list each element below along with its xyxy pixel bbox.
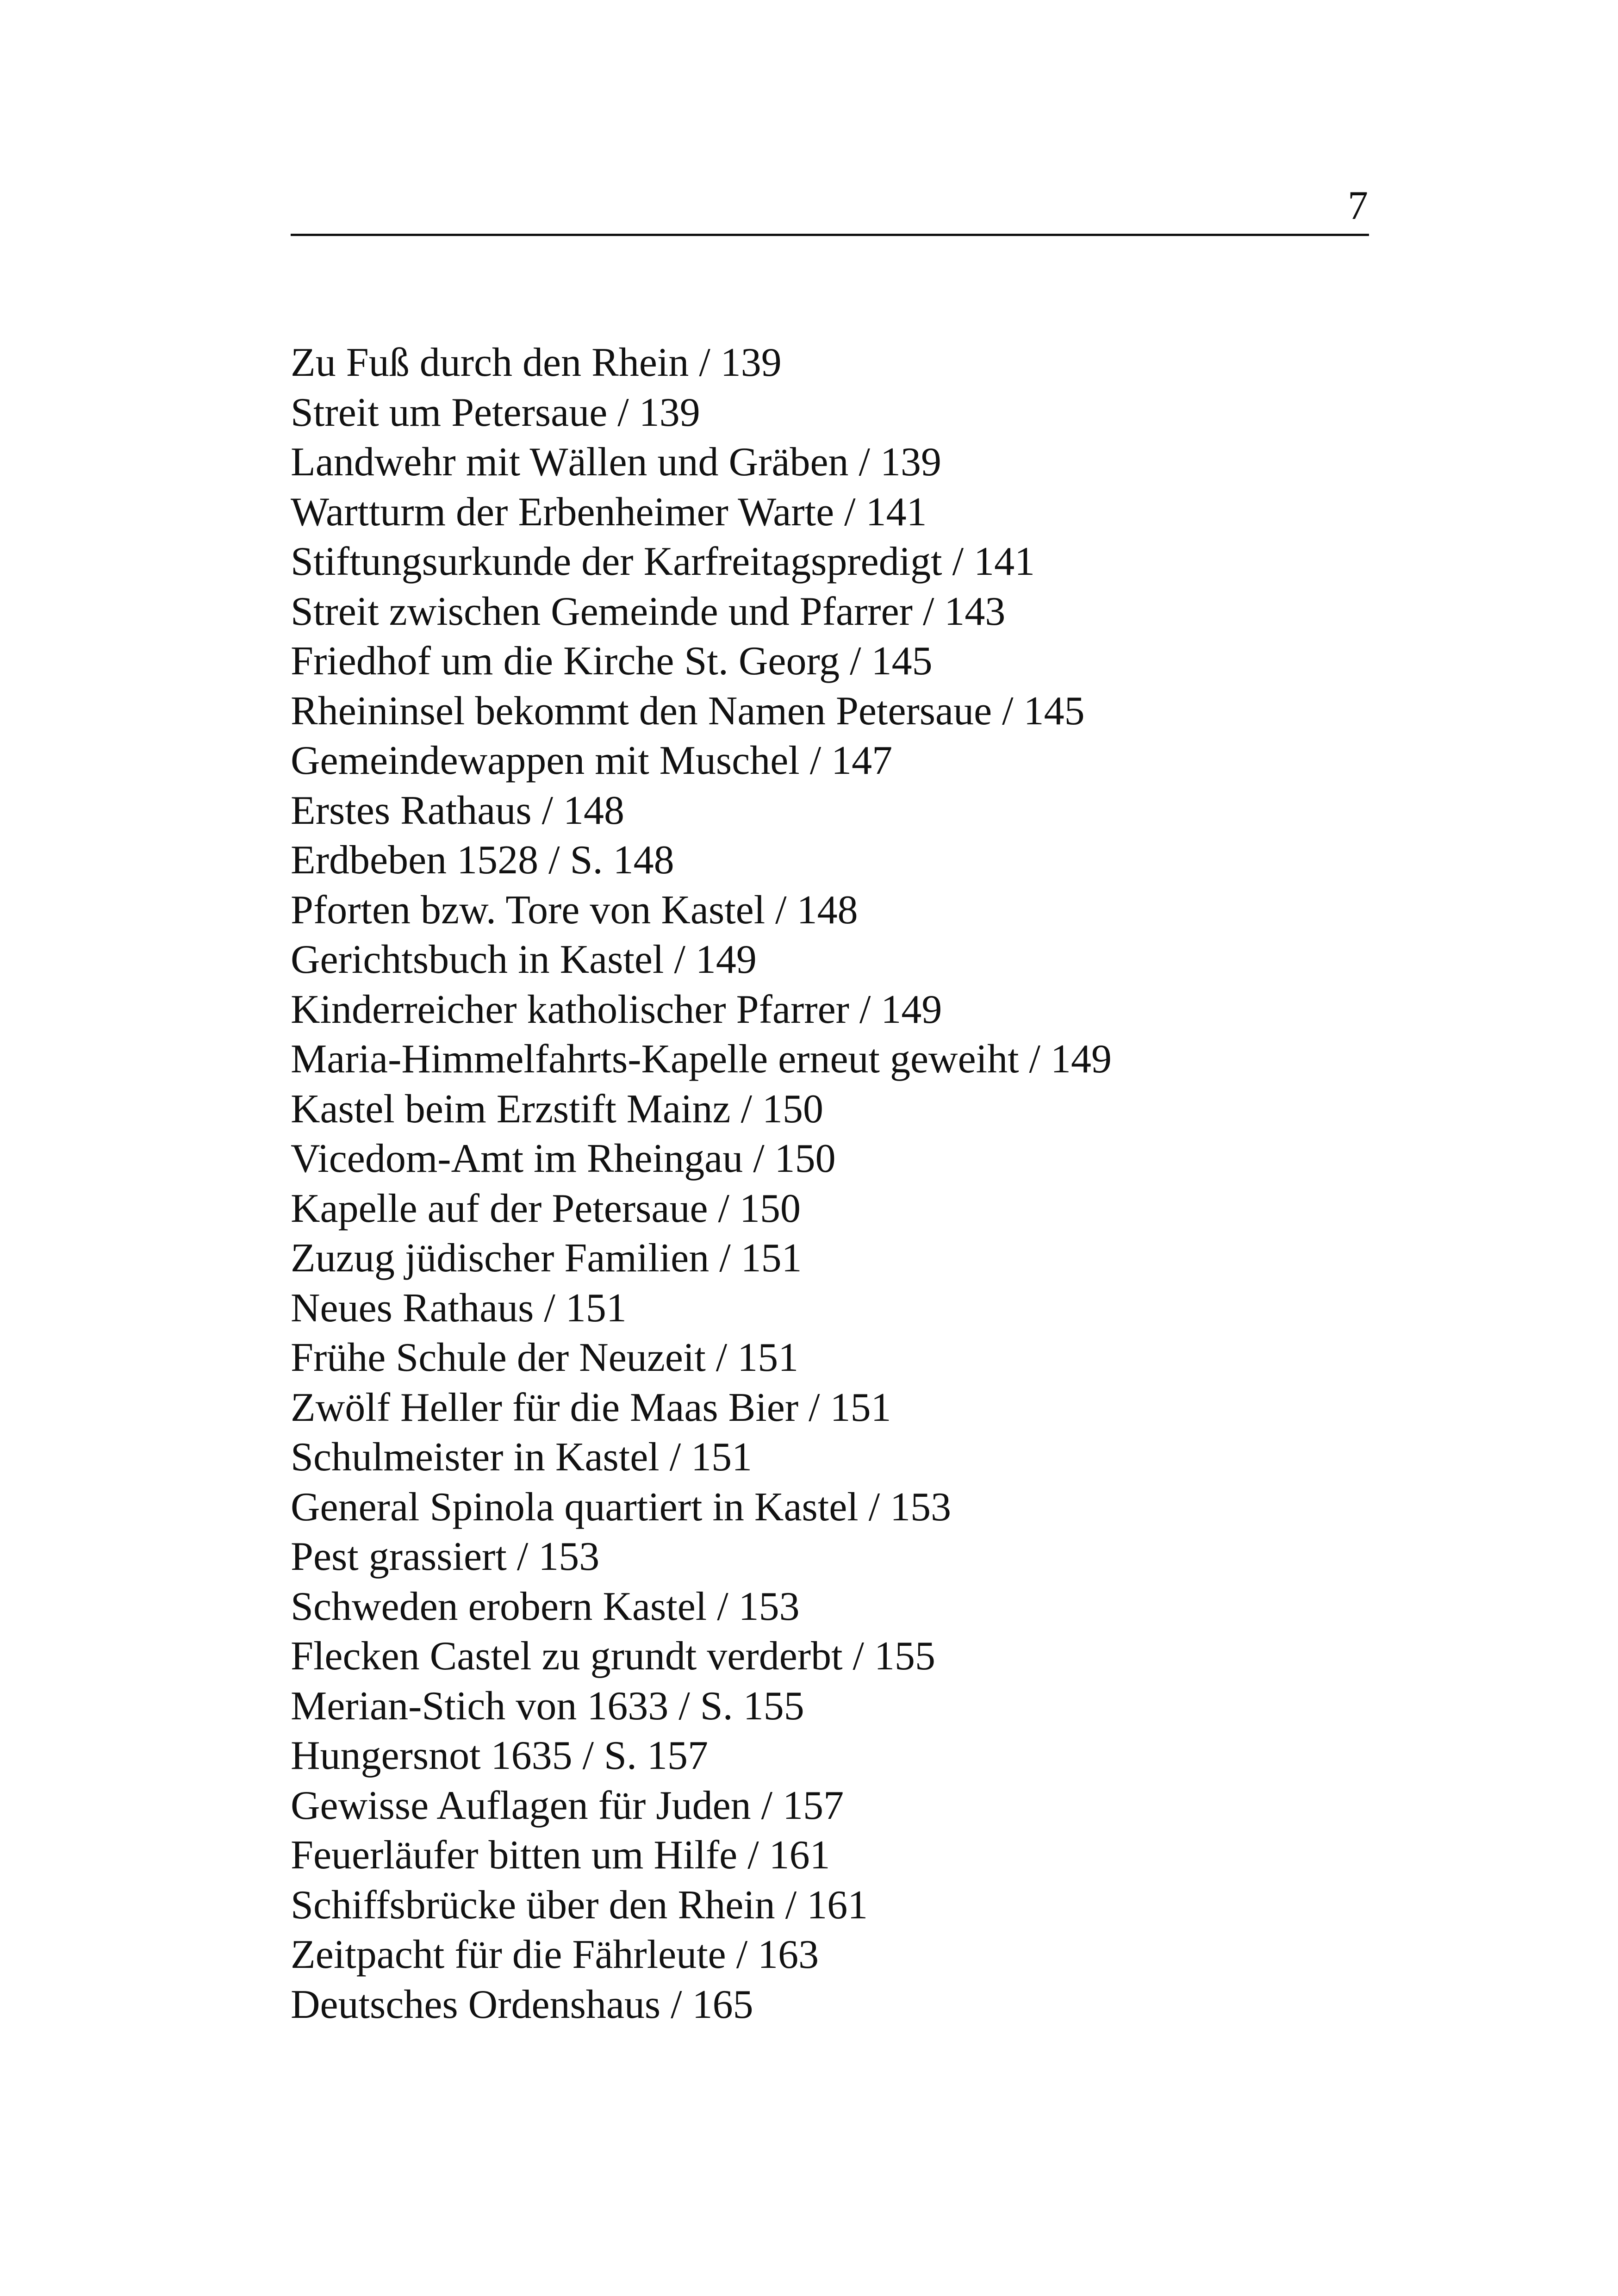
toc-entry: Streit um Petersaue / 139 <box>291 390 700 435</box>
toc-entry: Zwölf Heller für die Maas Bier / 151 <box>291 1385 891 1430</box>
toc-entry: Neues Rathaus / 151 <box>291 1285 627 1331</box>
toc-entry: Deutsches Ordenshaus / 165 <box>291 1982 753 2027</box>
toc-entry: Vicedom-Amt im Rheingau / 150 <box>291 1136 836 1181</box>
toc-entry: Stiftungsurkunde der Karfreitagspredigt / 141 <box>291 539 1035 584</box>
toc-entry: Gemeindewappen mit Muschel / 147 <box>291 738 893 783</box>
toc-entry: Zuzug jüdischer Familien / 151 <box>291 1236 802 1281</box>
header-rule <box>291 234 1369 236</box>
page-number: 7 <box>1348 183 1368 228</box>
toc-entry: Flecken Castel zu grundt verderbt / 155 <box>291 1634 935 1679</box>
toc-entry: Friedhof um die Kirche St. Georg / 145 <box>291 639 933 684</box>
toc-entry: Schiffsbrücke über den Rhein / 161 <box>291 1882 868 1928</box>
toc-entry: Maria-Himmelfahrts-Kapelle erneut geweiht / 149 <box>291 1037 1112 1082</box>
toc-entry: Pforten bzw. Tore von Kastel / 148 <box>291 887 858 933</box>
toc-entry: Kastel beim Erzstift Mainz / 150 <box>291 1086 824 1132</box>
toc-list <box>291 338 1112 2029</box>
toc-entry: Merian-Stich von 1633 / S. 155 <box>291 1683 804 1729</box>
toc-entry: Gerichtsbuch in Kastel / 149 <box>291 937 757 982</box>
toc-entry: Pest grassiert / 153 <box>291 1534 600 1579</box>
toc-entry: Zu Fuß durch den Rhein / 139 <box>291 340 782 385</box>
toc-entry: Landwehr mit Wällen und Gräben / 139 <box>291 440 941 485</box>
toc-entry: Gewisse Auflagen für Juden / 157 <box>291 1783 844 1828</box>
toc-entry: Erdbeben 1528 / S. 148 <box>291 838 674 883</box>
toc-entry: Schweden erobern Kastel / 153 <box>291 1584 800 1629</box>
toc-entry: Feuerläufer bitten um Hilfe / 161 <box>291 1833 830 1878</box>
toc-entry: Kinderreicher katholischer Pfarrer / 149 <box>291 987 942 1032</box>
toc-entry: Hungersnot 1635 / S. 157 <box>291 1733 708 1778</box>
toc-entry: General Spinola quartiert in Kastel / 153 <box>291 1484 952 1530</box>
toc-entry: Kapelle auf der Petersaue / 150 <box>291 1186 801 1231</box>
toc-entry: Wartturm der Erbenheimer Warte / 141 <box>291 489 927 535</box>
toc-entry: Streit zwischen Gemeinde und Pfarrer / 143 <box>291 589 1006 634</box>
toc-entry: Zeitpacht für die Fährleute / 163 <box>291 1932 819 1977</box>
toc-entry: Rheininsel bekommt den Namen Petersaue / 145 <box>291 688 1085 734</box>
toc-entry: Frühe Schule der Neuzeit / 151 <box>291 1335 799 1380</box>
toc-entry: Erstes Rathaus / 148 <box>291 788 625 833</box>
toc-entry: Schulmeister in Kastel / 151 <box>291 1435 753 1480</box>
